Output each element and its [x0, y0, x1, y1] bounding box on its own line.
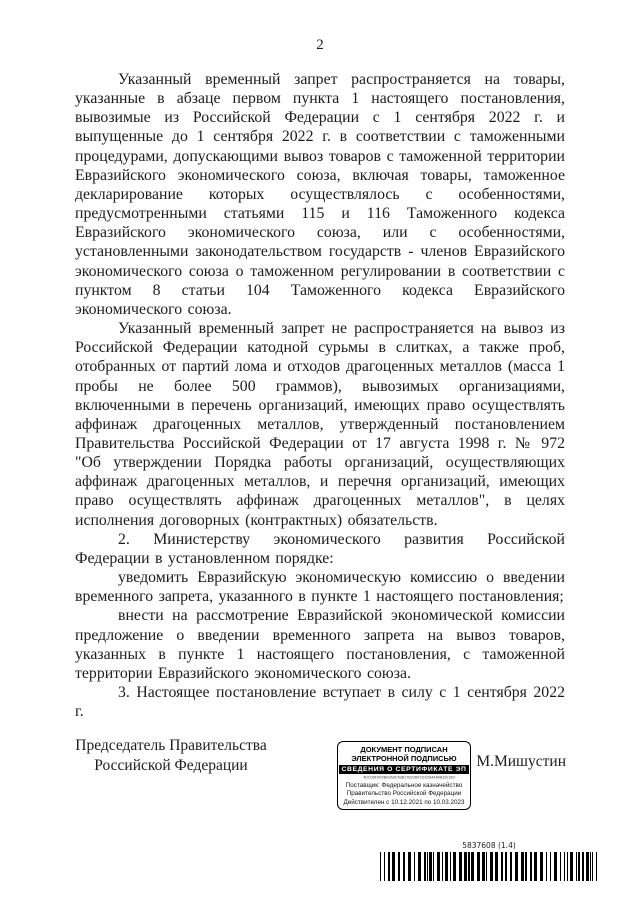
- paragraph-3: 2. Министерству экономического развития Российской Федерации в установленном порядке:: [75, 530, 565, 567]
- signatory-name: М.Мишустин: [476, 753, 566, 770]
- page-number: 2: [316, 37, 324, 53]
- signatory-title: [75, 736, 267, 775]
- digital-signature-stamp: [337, 741, 471, 810]
- barcode-label: 5837608 (1.4): [462, 841, 516, 850]
- stamp-title-line2: ЭЛЕКТРОННОЙ ПОДПИСЬЮ: [351, 754, 457, 763]
- barcode: [380, 852, 598, 881]
- stamp-validity: Действителен с 10.12.2021 по 10.03.2023: [343, 798, 465, 806]
- stamp-title-line1: ДОКУМЕНТ ПОДПИСАН: [360, 745, 448, 754]
- document-body: [75, 70, 565, 721]
- stamp-certificate-number: 4DC09F0D0B02A9C93B17B22BF1D3C84448B32E2E0: [363, 776, 456, 780]
- signatory-title-line1: Председатель Правительства: [75, 737, 267, 754]
- paragraph-5: внести на рассмотрение Евразийской экономической комиссии предложение о введении временного запрета на вывоз товаров, указанных в пункте 1 настоящего постановления, с таможенной территории Евразийского экономического союза.: [75, 607, 565, 682]
- paragraph-2: Указанный временный запрет не распространяется на вывоз из Российской Федерации катодной сурьмы в слитках, а также проб, отобранных от партий лома и отходов драгоценных металлов (масса 1 пробы не более 500 граммов), вывозимых организациями, включенными в перечень организаций, имеющих право осуществлять аффинаж драгоценных металлов, утвержденный постановлением Правительства Российской Федерации от 17 августа 1998 г. № 972 "Об утверждении Порядка работы организаций, осуществляющих аффинаж драгоценных металлов, и перечня организаций, имеющих право осуществлять аффинаж драгоценных металлов", в целях исполнения договорных (контрактных) обязательств.: [75, 320, 565, 529]
- signatory-title-line2: Российской Федерации: [94, 756, 248, 774]
- paragraph-6: 3. Настоящее постановление вступает в силу с 1 сентября 2022 г.: [75, 684, 565, 721]
- stamp-provider: Поставщик: Федеральное казначейство: [345, 782, 463, 789]
- stamp-owner: Правительство Российской Федерации: [346, 790, 462, 798]
- paragraph-4: уведомить Евразийскую экономическую комиссию о введении временного запрета, указанного в пункте 1 настоящего постановления;: [75, 569, 565, 606]
- stamp-certificate-header: СВЕДЕНИЯ О СЕРТИФИКАТЕ ЭП: [339, 765, 469, 774]
- paragraph-1: Указанный временный запрет распространяется на товары, указанные в абзаце первом пункта 1 настоящего постановления, вывозимые из Российской Федерации с 1 сентября 2022 г. и выпущенные до 1 сентября 2022 г. в соответствии с таможенными процедурами, допускающими вывоз товаров с таможенной территории Евразийского экономического союза, включая товары, таможенное декларирование которых осуществлялось с особенностями, предусмотренными статьями 115 и 116 Таможенного кодекса Евразийского экономического союза, или с особенностями, установленными законодательством государств - членов Евразийского экономического союза о таможенном регулировании в соответствии с пунктом 8 статьи 104 Таможенного кодекса Евразийского экономического союза.: [75, 71, 565, 318]
